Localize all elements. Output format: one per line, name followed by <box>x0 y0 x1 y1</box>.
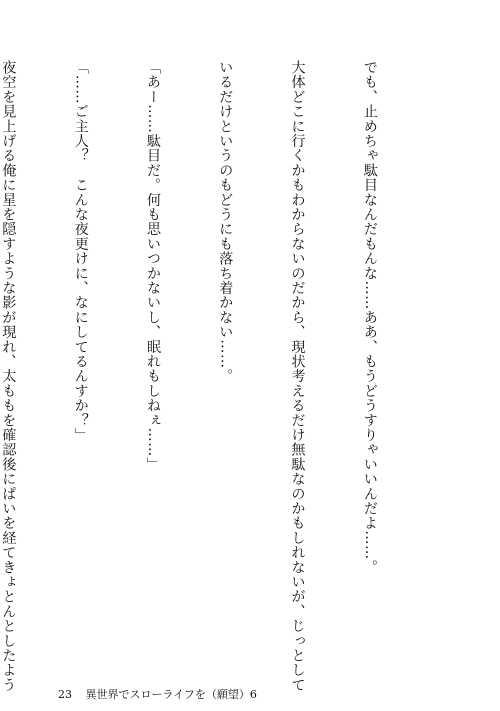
text-line: でも、止めちゃ駄目なんだもんな……ああ、もうどうすりゃいいんだよ……。 <box>361 60 378 575</box>
text-line: 「あー……駄目だ。何も思いつかないし、眠れもしねぇ……」 <box>144 60 161 472</box>
text-line: 大体どこに行くかもわからないのだから、現状考えるだけ無駄なのかもしれないが、じっとして <box>289 60 306 693</box>
book-title: 異世界でスローライフを（願望）6 <box>85 688 257 701</box>
text-line: 「……ご主人？ こんな夜更けに、なにしてるんすか？」 <box>72 60 89 443</box>
vertical-text-body <box>0 60 430 693</box>
text-line: 夜空を見上げる俺に星を隠すような影が現れ、太ももを確認後にぱいを経てきょとんとしたよう <box>0 60 17 693</box>
page-number: 23 <box>58 688 72 701</box>
text-line: いるだけというのもどうにも落ち着かない……。 <box>217 60 234 384</box>
page-footer <box>58 689 257 701</box>
